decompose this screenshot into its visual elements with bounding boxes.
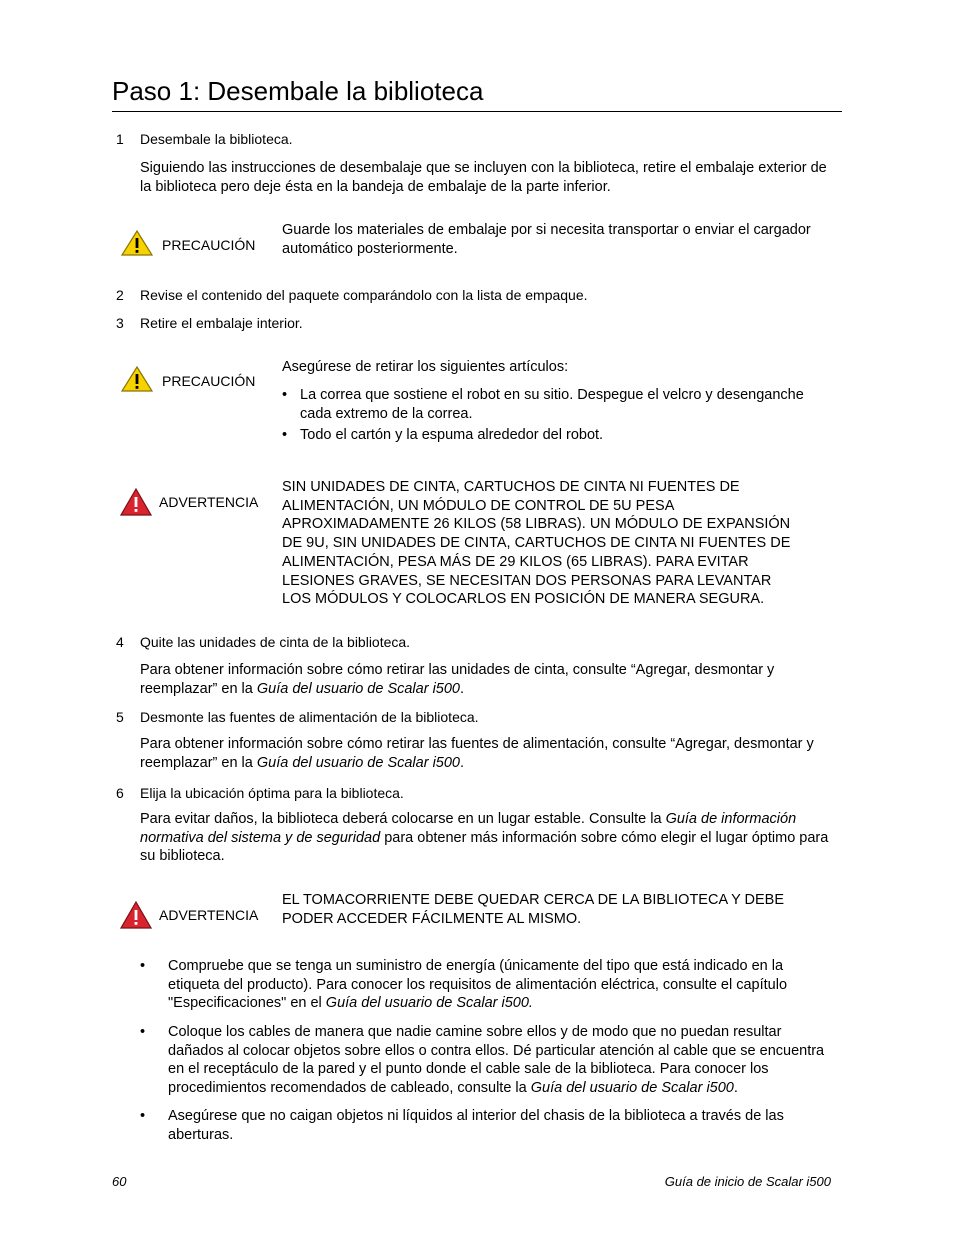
warning-text: SIN UNIDADES DE CINTA, CARTUCHOS DE CINTA NI FUENTES DE ALIMENTACIÓN, UN MÓDULO DE CONTROL DE 5U PESA APROXIMADAMENTE 26 KILOS (58 LIBRAS). UN MÓDULO DE EXPANSIÓN DE 9U, SIN UNIDADES DE CINTA, CARTUCHOS DE CINTA NI FUENTES DE ALIMENTACIÓN, PESA MÁS DE 29 KILOS (65 LIBRAS). PARA EVITAR LESIONES GRAVES, SE NECESITAN DOS PERSONAS PARA LEVANTAR LOS MÓDULOS Y COLOCARLOS EN POSICIÓN DE MANERA SEGURA. [282,479,791,608]
step-3: 3 Retire el embalaje interior. [116,315,303,331]
step-4-description: Para obtener información sobre cómo retirar las unidades de cinta, consulte “Agregar, desmontar y reemplazar” en la Guía del usuario de Scalar i500. [140,662,775,697]
warning-label: ADVERTENCIA [159,907,259,923]
bullet-item: • Asegúrese que no caigan objetos ni líquidos al interior del chasis de la biblioteca a través de las aberturas. [140,1108,784,1143]
step-1-description: Siguiendo las instrucciones de desembalaje que se incluyen con la biblioteca, retire el embalaje exterior de la biblioteca pero deje ésta en la bandeja de embalaje de la parte inferior. [140,160,827,195]
caution-text: Guarde los materiales de embalaje por si necesita transportar o enviar el cargador automático posteriormente. [282,222,811,257]
page-title: Paso 1: Desembale la biblioteca [112,76,484,106]
step-6: 6 Elija la ubicación óptima para la biblioteca. [116,785,404,801]
caution-label: PRECAUCIÓN [162,237,256,253]
caution-icon [121,230,153,256]
caution-intro: Asegúrese de retirar los siguientes artículos: [282,359,569,375]
caution-bullet: • La correa que sostiene el robot en su sitio. Despegue el velcro y desenganche cada extremo de la correa. [282,387,804,422]
title-rule [112,111,842,112]
caution-label: PRECAUCIÓN [162,373,256,389]
bullet-item: • Compruebe que se tenga un suministro de energía (únicamente del tipo que está indicado en la etiqueta del producto). Para conocer los requisitos de alimentación eléctrica, consulte el capítulo "Especificaciones" en el Guía del usuario de Scalar i500. [140,958,788,1012]
warning-icon [120,901,152,929]
page-number: 60 [112,1174,127,1189]
step-1: 1 Desembale la biblioteca. [116,131,293,147]
step-2: 2 Revise el contenido del paquete comparándolo con la lista de empaque. [116,287,588,303]
bullet-item: • Coloque los cables de manera que nadie camine sobre ellos y de modo que no puedan resultar dañados al colocar objetos sobre ellos o contra ellos. Dé particular atención al cable que se encuentra en el receptáculo de la pared y el punto donde el cable sale de la biblioteca. Para conocer los procedimientos recomendados de cableado, consulte la Guía del usuario de Scalar i500. [140,1024,825,1097]
caution-icon [121,366,153,392]
warning-label: ADVERTENCIA [159,494,259,510]
step-4: 4 Quite las unidades de cinta de la biblioteca. [116,634,411,650]
caution-bullet: • Todo el cartón y la espuma alrededor del robot. [282,427,604,443]
warning-text: EL TOMACORRIENTE DEBE QUEDAR CERCA DE LA BIBLIOTECA Y DEBE PODER ACCEDER FÁCILMENTE AL MISMO. [282,892,785,927]
warning-icon [120,488,152,516]
step-6-description: Para evitar daños, la biblioteca deberá colocarse en un lugar estable. Consulte la Guía de información normativa del sistema y de seguridad para obtener más información sobre cómo elegir el lugar óptimo para su biblioteca. [140,811,829,864]
step-5-description: Para obtener información sobre cómo retirar las fuentes de alimentación, consulte “Agregar, desmontar y reemplazar” en la Guía del usuario de Scalar i500. [140,736,814,771]
document-title: Guía de inicio de Scalar i500 [664,1174,831,1189]
step-5: 5 Desmonte las fuentes de alimentación de la biblioteca. [116,709,479,725]
